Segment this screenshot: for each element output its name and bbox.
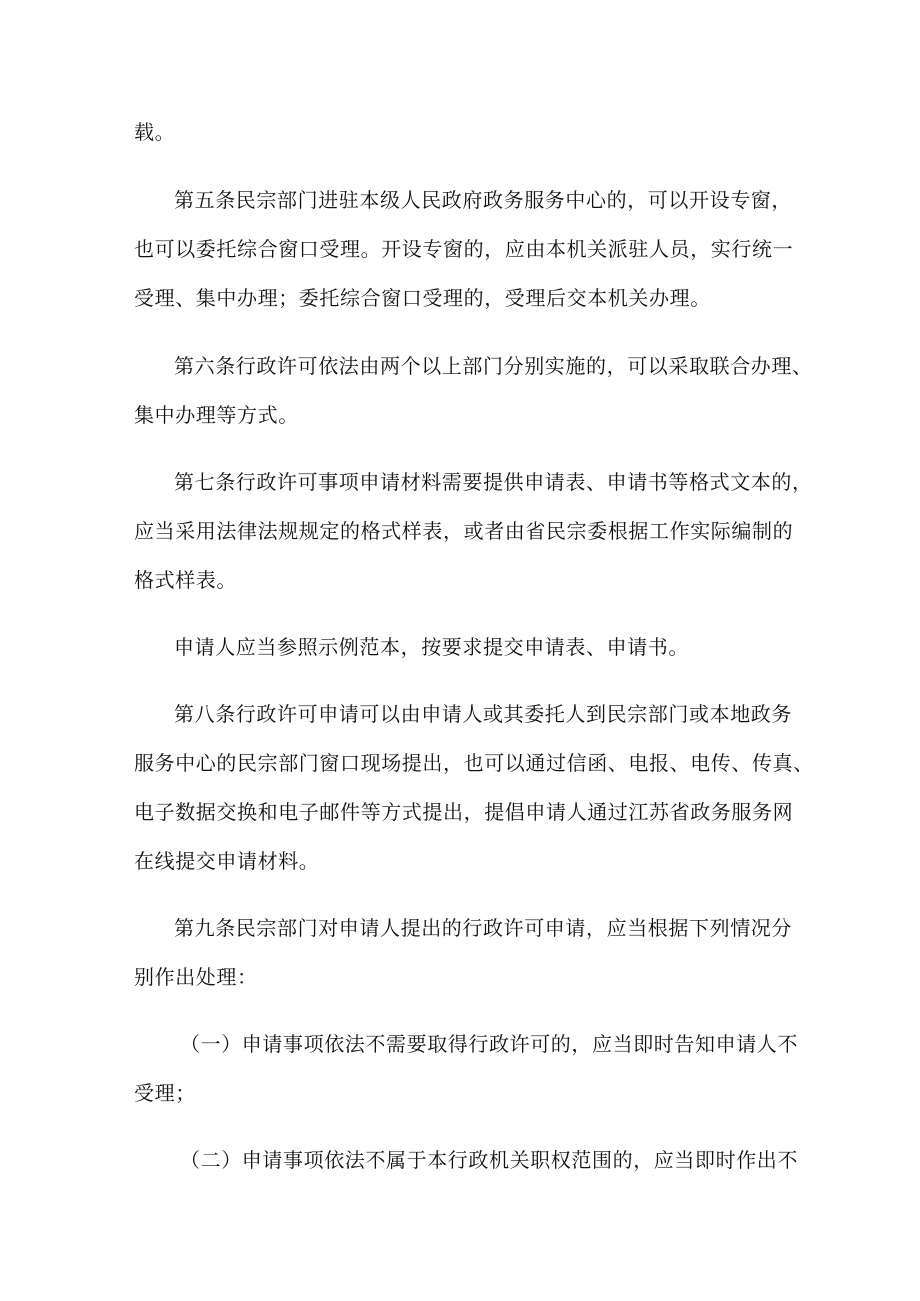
text-line: 在线提交申请材料。: [134, 849, 320, 873]
text-line: 别作出处理：: [134, 965, 258, 989]
text-line: 申请人应当参照示例范本，按要求提交申请表、申请书。: [174, 635, 689, 659]
text-line: 载。: [134, 120, 176, 144]
text-line: 电子数据交换和电子邮件等方式提出，提倡申请人通过江苏省政务服务网: [134, 800, 794, 824]
text-line: 也可以委托综合窗口受理。开设专窗的，应由本机关派驻人员，实行统一: [134, 237, 794, 261]
text-line: 服务中心的民宗部门窗口现场提出，也可以通过信函、电报、电传、传真、: [134, 751, 814, 775]
text-line: 第六条行政许可依法由两个以上部门分别实施的，可以采取联合办理、: [174, 354, 813, 378]
text-line: 第七条行政许可事项申请材料需要提供申请表、申请书等格式文本的，: [174, 470, 813, 494]
text-line: 应当采用法律法规规定的格式样表，或者由省民宗委根据工作实际编制的: [134, 519, 794, 543]
text-line: 第五条民宗部门进驻本级人民政府政务服务中心的，可以开设专窗，: [174, 188, 792, 212]
text-line: 集中办理等方式。: [134, 403, 299, 427]
text-line: （二）申请事项依法不属于本行政机关职权范围的，应当即时作出不: [180, 1148, 798, 1172]
text-line: 第九条民宗部门对申请人提出的行政许可申请，应当根据下列情况分: [174, 916, 792, 940]
text-line: 格式样表。: [134, 568, 237, 592]
text-line: 受理；: [134, 1081, 196, 1105]
text-line: 第八条行政许可申请可以由申请人或其委托人到民宗部门或本地政务: [174, 702, 792, 726]
text-line: 受理、集中办理；委托综合窗口受理的，受理后交本机关办理。: [134, 286, 711, 310]
text-line: （一）申请事项依法不需要取得行政许可的，应当即时告知申请人不: [180, 1032, 798, 1056]
